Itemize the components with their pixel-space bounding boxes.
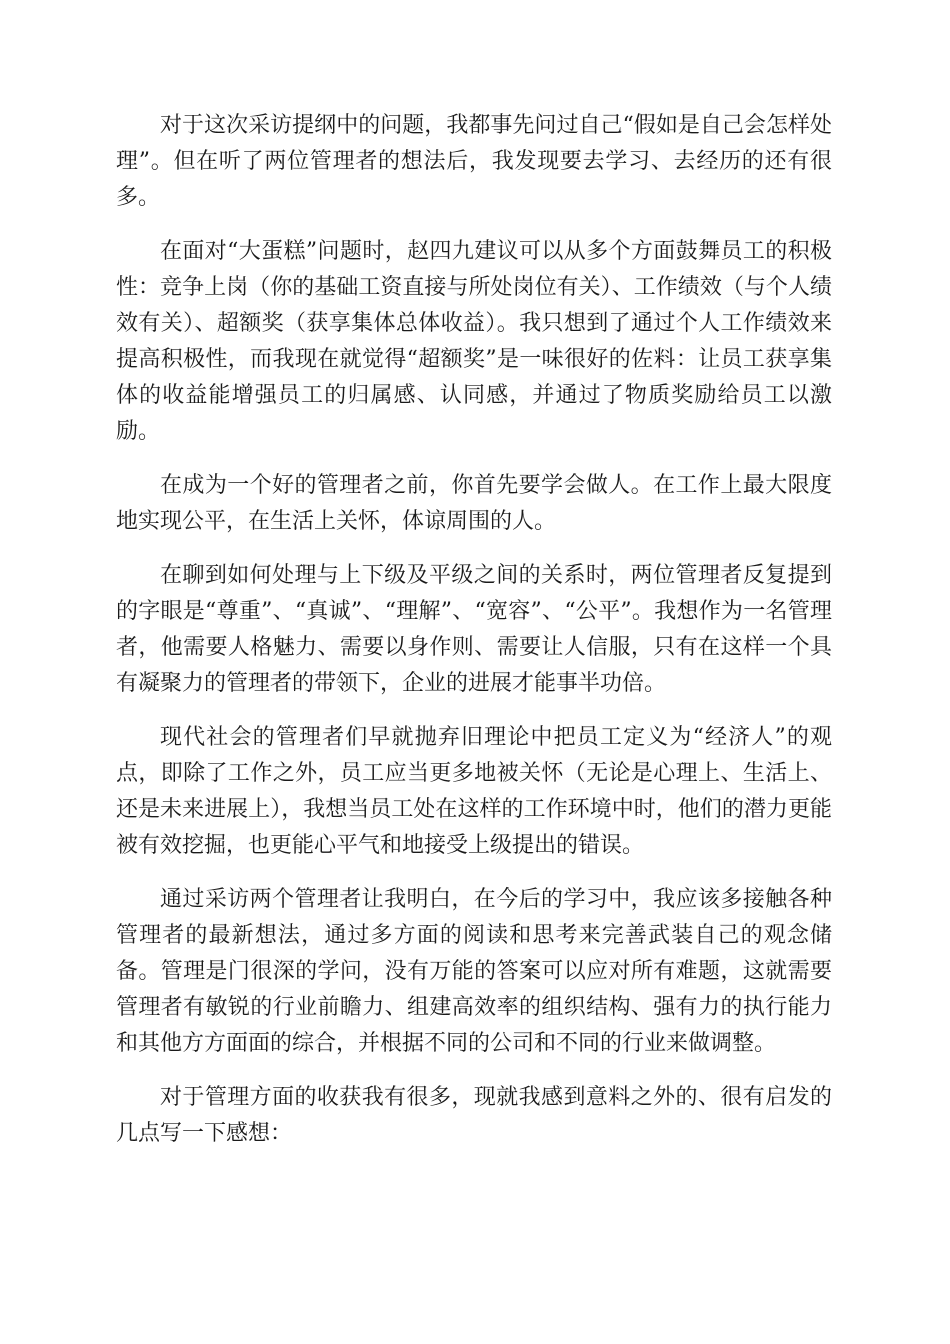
paragraph-7: 对于管理方面的收获我有很多，现就我感到意料之外的、很有启发的几点写一下感想： [116, 1085, 832, 1146]
document-body [116, 108, 832, 1170]
paragraph-3: 在成为一个好的管理者之前，你首先要学会做人。在工作上最大限度地实现公平，在生活上关怀，体谅周围的人。 [116, 473, 832, 534]
paragraph-5: 现代社会的管理者们早就抛弃旧理论中把员工定义为“经济人”的观点，即除了工作之外，员工应当更多地被关怀（无论是心理上、生活上、还是未来进展上），我想当员工处在这样的工作环境中时，他们的潜力更能被有效挖掘，也更能心平气和地接受上级提出的错误。 [116, 725, 832, 858]
paragraph-2: 在面对“大蛋糕”问题时，赵四九建议可以从多个方面鼓舞员工的积极性：竞争上岗（你的基础工资直接与所处岗位有关）、工作绩效（与个人绩效有关）、超额奖（获享集体总体收益）。我只想到了通过个人工作绩效来提高积极性，而我现在就觉得“超额奖”是一味很好的佐料：让员工获享集体的收益能增强员工的归属感、认同感，并通过了物质奖励给员工以激励。 [116, 239, 832, 444]
paragraph-4: 在聊到如何处理与上下级及平级之间的关系时，两位管理者反复提到的字眼是“尊重”、“真诚”、“理解”、“宽容”、“公平”。我想作为一名管理者，他需要人格魅力、需要以身作则、需要让人信服，只有在这样一个具有凝聚力的管理者的带领下，企业的进展才能事半功倍。 [116, 563, 832, 696]
paragraph-6: 通过采访两个管理者让我明白，在今后的学习中，我应该多接触各种管理者的最新想法，通过多方面的阅读和思考来完善武装自己的观念储备。管理是门很深的学问，没有万能的答案可以应对所有难题，这就需要管理者有敏锐的行业前瞻力、组建高效率的组织结构、强有力的执行能力和其他方方面面的综合，并根据不同的公司和不同的行业来做调整。 [116, 887, 832, 1056]
paragraph-1: 对于这次采访提纲中的问题，我都事先问过自己“假如是自己会怎样处理”。但在听了两位管理者的想法后，我发现要去学习、去经历的还有很多。 [116, 113, 832, 210]
